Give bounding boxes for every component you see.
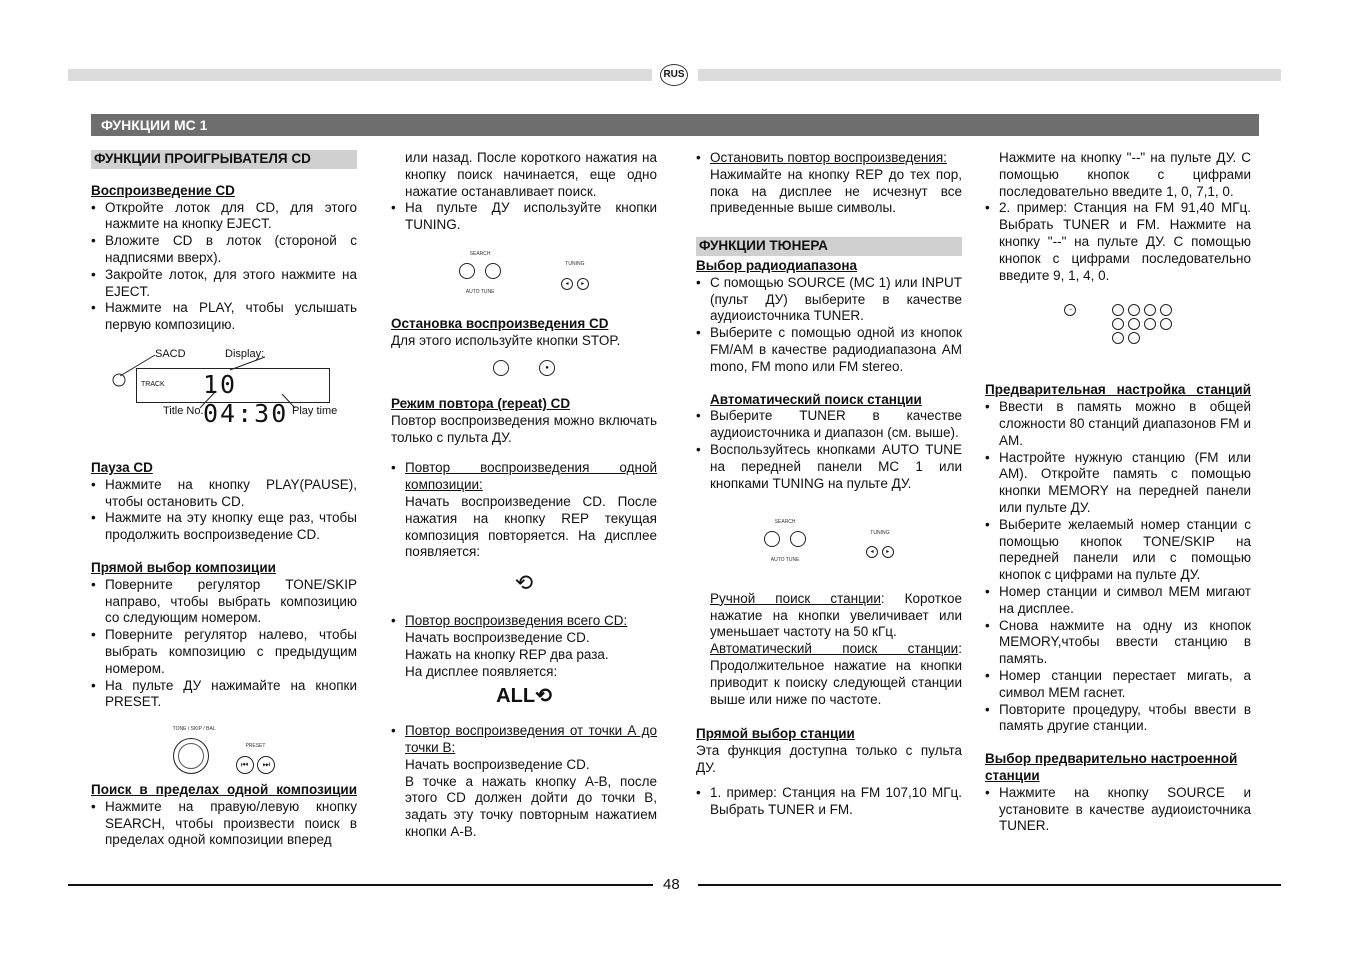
cd-pause-heading: Пауза CD: [91, 459, 153, 475]
bottom-rule-right: [698, 884, 1281, 886]
column-1: [91, 150, 357, 849]
list-item: [696, 150, 962, 217]
list-item: • 2. пример: Станция на FM 91,40 МГц. Выбрать TUNER и FM. Нажмите на кнопку "--" на пульте ДУ. С помощью кнопок с цифрами последовательно введите 9, 1, 4, 0.: [985, 200, 1251, 284]
tone-skip-diagram: [91, 721, 357, 774]
preset-stations-list: [985, 399, 1251, 735]
search-right-icon: [790, 531, 806, 547]
search-left-icon: [459, 263, 475, 279]
section-title: ФУНКЦИИ МС 1: [91, 114, 1259, 136]
manual-search-text: Ручной поиск станции: Короткое нажатие на кнопки увеличивает или уменьшает частоту на 50 кГц.: [710, 590, 962, 640]
next-preset-icon: ⏭: [257, 756, 275, 774]
tuning-label: TUNING: [565, 261, 585, 268]
repeat-one-icon: ⟲: [514, 570, 534, 596]
title-no-label: Title No.: [163, 405, 204, 417]
digit-button-icon: [1112, 318, 1124, 330]
auto-tune-text: Автоматический поиск станции: Продолжительное нажатие на кнопки приводит к поиску следующей станции выше или ниже по частоте.: [710, 641, 962, 707]
keypad-diagram: [985, 304, 1251, 346]
direct-track-list: [91, 577, 357, 711]
list-item: • Откройте лоток для CD, для этого нажмите на кнопку EJECT.: [91, 200, 357, 234]
list-item: • На пульте ДУ нажимайте на кнопки PRESET.: [91, 678, 357, 712]
repeat-one-text: Начать воспроизведение CD. После нажатия на кнопку REP текущая композиция повторяется. На дисплее появляется:: [405, 493, 657, 560]
search-continued: или назад. После короткого нажатия на кнопку поиск начинается, еще одно нажатие останавливает поиск.: [405, 150, 657, 199]
repeat-all-step: Нажать на кнопку REP два раза.: [405, 646, 609, 662]
list-item: • Выберите желаемый номер станции с помощью кнопок TONE/SKIP на передней панели или с помощью кнопок с цифрами на пульте ДУ.: [985, 517, 1251, 584]
stop-cd-heading: Остановка воспроизведения CD: [391, 316, 609, 332]
list-item: • С помощью SOURCE (МС 1) или INPUT (пульт ДУ) выберите в качестве аудиоисточника TUNER.: [696, 275, 962, 325]
autotune-label: AUTO TUNE: [465, 288, 495, 295]
list-item: [391, 460, 657, 561]
list-item: • Воспользуйтесь кнопками AUTO TUNE на передней панели МС 1 или кнопками TUNING на пульте ДУ.: [696, 442, 962, 492]
list-item: • Вложите CD в лоток (стороной с надписями вверх).: [91, 233, 357, 267]
prev-preset-icon: ⏮: [236, 756, 254, 774]
column-2: [391, 150, 657, 841]
preset-stations-heading: Предварительная настройка станций: [985, 382, 1251, 398]
display-label: Display:: [225, 348, 265, 360]
stop-knob-icon: [493, 360, 509, 376]
preset-select-list: [985, 785, 1251, 835]
sacd-label: SACD: [155, 348, 186, 360]
tone-skip-knob-icon: [173, 738, 209, 774]
cd-pause-list: [91, 477, 357, 544]
stop-repeat-list: [696, 150, 962, 217]
repeat-heading: Режим повтора (repeat) CD: [391, 395, 571, 411]
repeat-ab-step: В точке а нажать кнопку А-В, после этого CD должен дойти до точки В, задать эту точку повторным нажатием кнопки А-В.: [405, 773, 657, 839]
repeat-one-heading: Повтор воспроизведения одной композиции:: [405, 460, 657, 493]
search-tuning-diagram: [391, 246, 657, 300]
display-digits: 10 04:30: [203, 370, 289, 428]
band-select-heading: Выбор радиодиапазона: [696, 257, 858, 273]
stop-repeat-text: Нажимайте на кнопку REP до тех пор, пока на дисплее не исчезнут все приведенные выше символы.: [710, 166, 962, 216]
digit-button-icon: [1144, 304, 1156, 316]
list-item: • Нажмите на PLAY, чтобы услышать первую композицию.: [91, 300, 357, 334]
repeat-ab-step: Начать воспроизведение CD.: [405, 756, 590, 772]
list-item: • 1. пример: Станция на FM 107,10 МГц. Выбрать TUNER и FM.: [696, 785, 962, 819]
page-number: 48: [663, 876, 680, 893]
list-item: • Поверните регулятор налево, чтобы выбрать композицию с предыдущим номером.: [91, 627, 357, 677]
cd-play-heading: Воспроизведение CD: [91, 182, 235, 198]
search-label: SEARCH: [469, 250, 491, 257]
autotune-label: AUTO TUNE: [770, 556, 800, 563]
search-list: [91, 799, 357, 849]
auto-search-heading: Автоматический поиск станции: [710, 391, 922, 407]
repeat-icon: ⟲: [535, 685, 552, 708]
tuning-up-icon: ▸: [577, 278, 589, 290]
play-time-label: Play time: [292, 405, 338, 417]
column-3: [696, 150, 962, 818]
all-label: ALL: [496, 685, 536, 708]
list-item: • Выберите TUNER в качестве аудиоисточника и диапазон (см. выше).: [696, 408, 962, 442]
auto-search-list: [696, 408, 962, 492]
list-item: • Выберите с помощью одной из кнопок FM/AM в качестве радиодиапазона AM mono, FM mono или FM stereo.: [696, 325, 962, 375]
top-rule-right: [698, 69, 1281, 81]
digit-button-icon: [1160, 304, 1172, 316]
example-2-list: [985, 200, 1251, 284]
auto-tune-diagram: [696, 514, 962, 568]
repeat-one-list: [391, 460, 657, 561]
list-item: • Номер станции и символ MEM мигают на дисплее.: [985, 584, 1251, 618]
column-4: [985, 150, 1251, 835]
repeat-all-step: На дисплее появляется:: [405, 663, 558, 679]
tuner-functions-title: ФУНКЦИИ ТЮНЕРА: [696, 237, 962, 256]
dash-button-icon: −: [1064, 304, 1076, 316]
preset-label: PRESET: [245, 743, 266, 750]
tuning-label: TUNING: [870, 529, 890, 536]
search-heading: Поиск в пределах одной композиции: [91, 781, 357, 797]
example-1-continued: Нажмите на кнопку "--" на пульте ДУ. С помощью кнопок с цифрами последовательно введите 1, 0, 7,1, 0.: [999, 150, 1251, 199]
digit-button-icon: [1112, 304, 1124, 316]
tuning-up-icon: ▸: [882, 546, 894, 558]
tuning-list: [391, 200, 657, 234]
list-item: • Повторите процедуру, чтобы ввести в память другие станции.: [985, 702, 1251, 736]
stop-cd-text: Для этого используйте кнопки STOP.: [391, 333, 621, 349]
tuning-down-icon: ◂: [866, 546, 878, 558]
digit-button-icon: [1112, 332, 1124, 344]
search-label: SEARCH: [774, 519, 796, 526]
repeat-all-list: [391, 613, 657, 680]
list-item: • Нажмите на кнопку SOURCE и установите в качестве аудиоисточника TUNER.: [985, 785, 1251, 835]
list-item: • Нажмите на правую/левую кнопку SEARCH, чтобы произвести поиск в пределах одной композиции вперед: [91, 799, 357, 849]
search-right-icon: [485, 263, 501, 279]
digit-button-icon: [1128, 332, 1140, 344]
band-select-list: [696, 275, 962, 376]
repeat-all-step: Начать воспроизведение CD.: [405, 629, 590, 645]
list-item: [391, 723, 657, 841]
track-label: TRACK: [141, 381, 165, 388]
tuning-down-icon: ◂: [561, 278, 573, 290]
list-item: • Закройте лоток, для этого нажмите на EJECT.: [91, 267, 357, 301]
direct-station-text: Эта функция доступна только с пульта ДУ.: [696, 743, 962, 775]
search-left-icon: [764, 531, 780, 547]
auto-tune-label: Автоматический поиск станции: [710, 641, 959, 657]
digit-button-icon: [1160, 318, 1172, 330]
direct-station-heading: Прямой выбор станции: [696, 726, 855, 742]
digit-button-icon: [1128, 304, 1140, 316]
stop-button-icon: ●: [539, 360, 555, 376]
knob-label: TONE / SKIP / BAL: [172, 726, 216, 733]
repeat-ab-list: [391, 723, 657, 841]
top-rule-left: [68, 69, 652, 81]
list-item: • Настройте нужную станцию (FM или AM). Откройте память с помощью кнопки MEMORY на передней панели или пульте ДУ.: [985, 450, 1251, 517]
bottom-rule-left: [68, 884, 653, 886]
stop-diagram: [391, 360, 657, 376]
repeat-all-heading: Повтор воспроизведения всего CD:: [405, 613, 628, 629]
list-item: [391, 613, 657, 680]
digit-button-icon: [1128, 318, 1140, 330]
example-list: [696, 785, 962, 819]
list-item: • На пульте ДУ используйте кнопки TUNING.: [391, 200, 657, 234]
list-item: • Ввести в память можно в общей сложности 80 станций диапазонов FM и AM.: [985, 399, 1251, 449]
manual-search-label: Ручной поиск станции: [710, 590, 881, 606]
digit-button-icon: [1144, 318, 1156, 330]
stop-repeat-heading: Остановить повтор воспроизведения:: [710, 150, 947, 165]
cd-functions-title: ФУНКЦИИ ПРОИГРЫВАТЕЛЯ CD: [91, 150, 357, 169]
repeat-text: Повтор воспроизведения можно включать только с пульта ДУ.: [391, 412, 657, 445]
repeat-ab-heading: Повтор воспроизведения от точки А до точки В:: [405, 723, 657, 755]
list-item: • Нажмите на кнопку PLAY(PAUSE), чтобы остановить CD.: [91, 477, 357, 511]
list-item: • Поверните регулятор TONE/SKIP направо, чтобы выбрать композицию со следующим номером.: [91, 577, 357, 627]
repeat-all-display: [391, 685, 657, 708]
direct-track-heading: Прямой выбор композиции: [91, 559, 276, 575]
cd-play-list: [91, 200, 357, 334]
language-badge: RUS: [660, 64, 688, 86]
list-item: • Снова нажмите на одну из кнопок MEMORY,чтобы ввести станцию в память.: [985, 618, 1251, 668]
preset-select-heading: Выбор предварительно настроенной станции: [985, 751, 1238, 783]
list-item: • Номер станции перестает мигать, а символ MEM гаснет.: [985, 668, 1251, 702]
list-item: • Нажмите на эту кнопку еще раз, чтобы продолжить воспроизведение CD.: [91, 510, 357, 544]
